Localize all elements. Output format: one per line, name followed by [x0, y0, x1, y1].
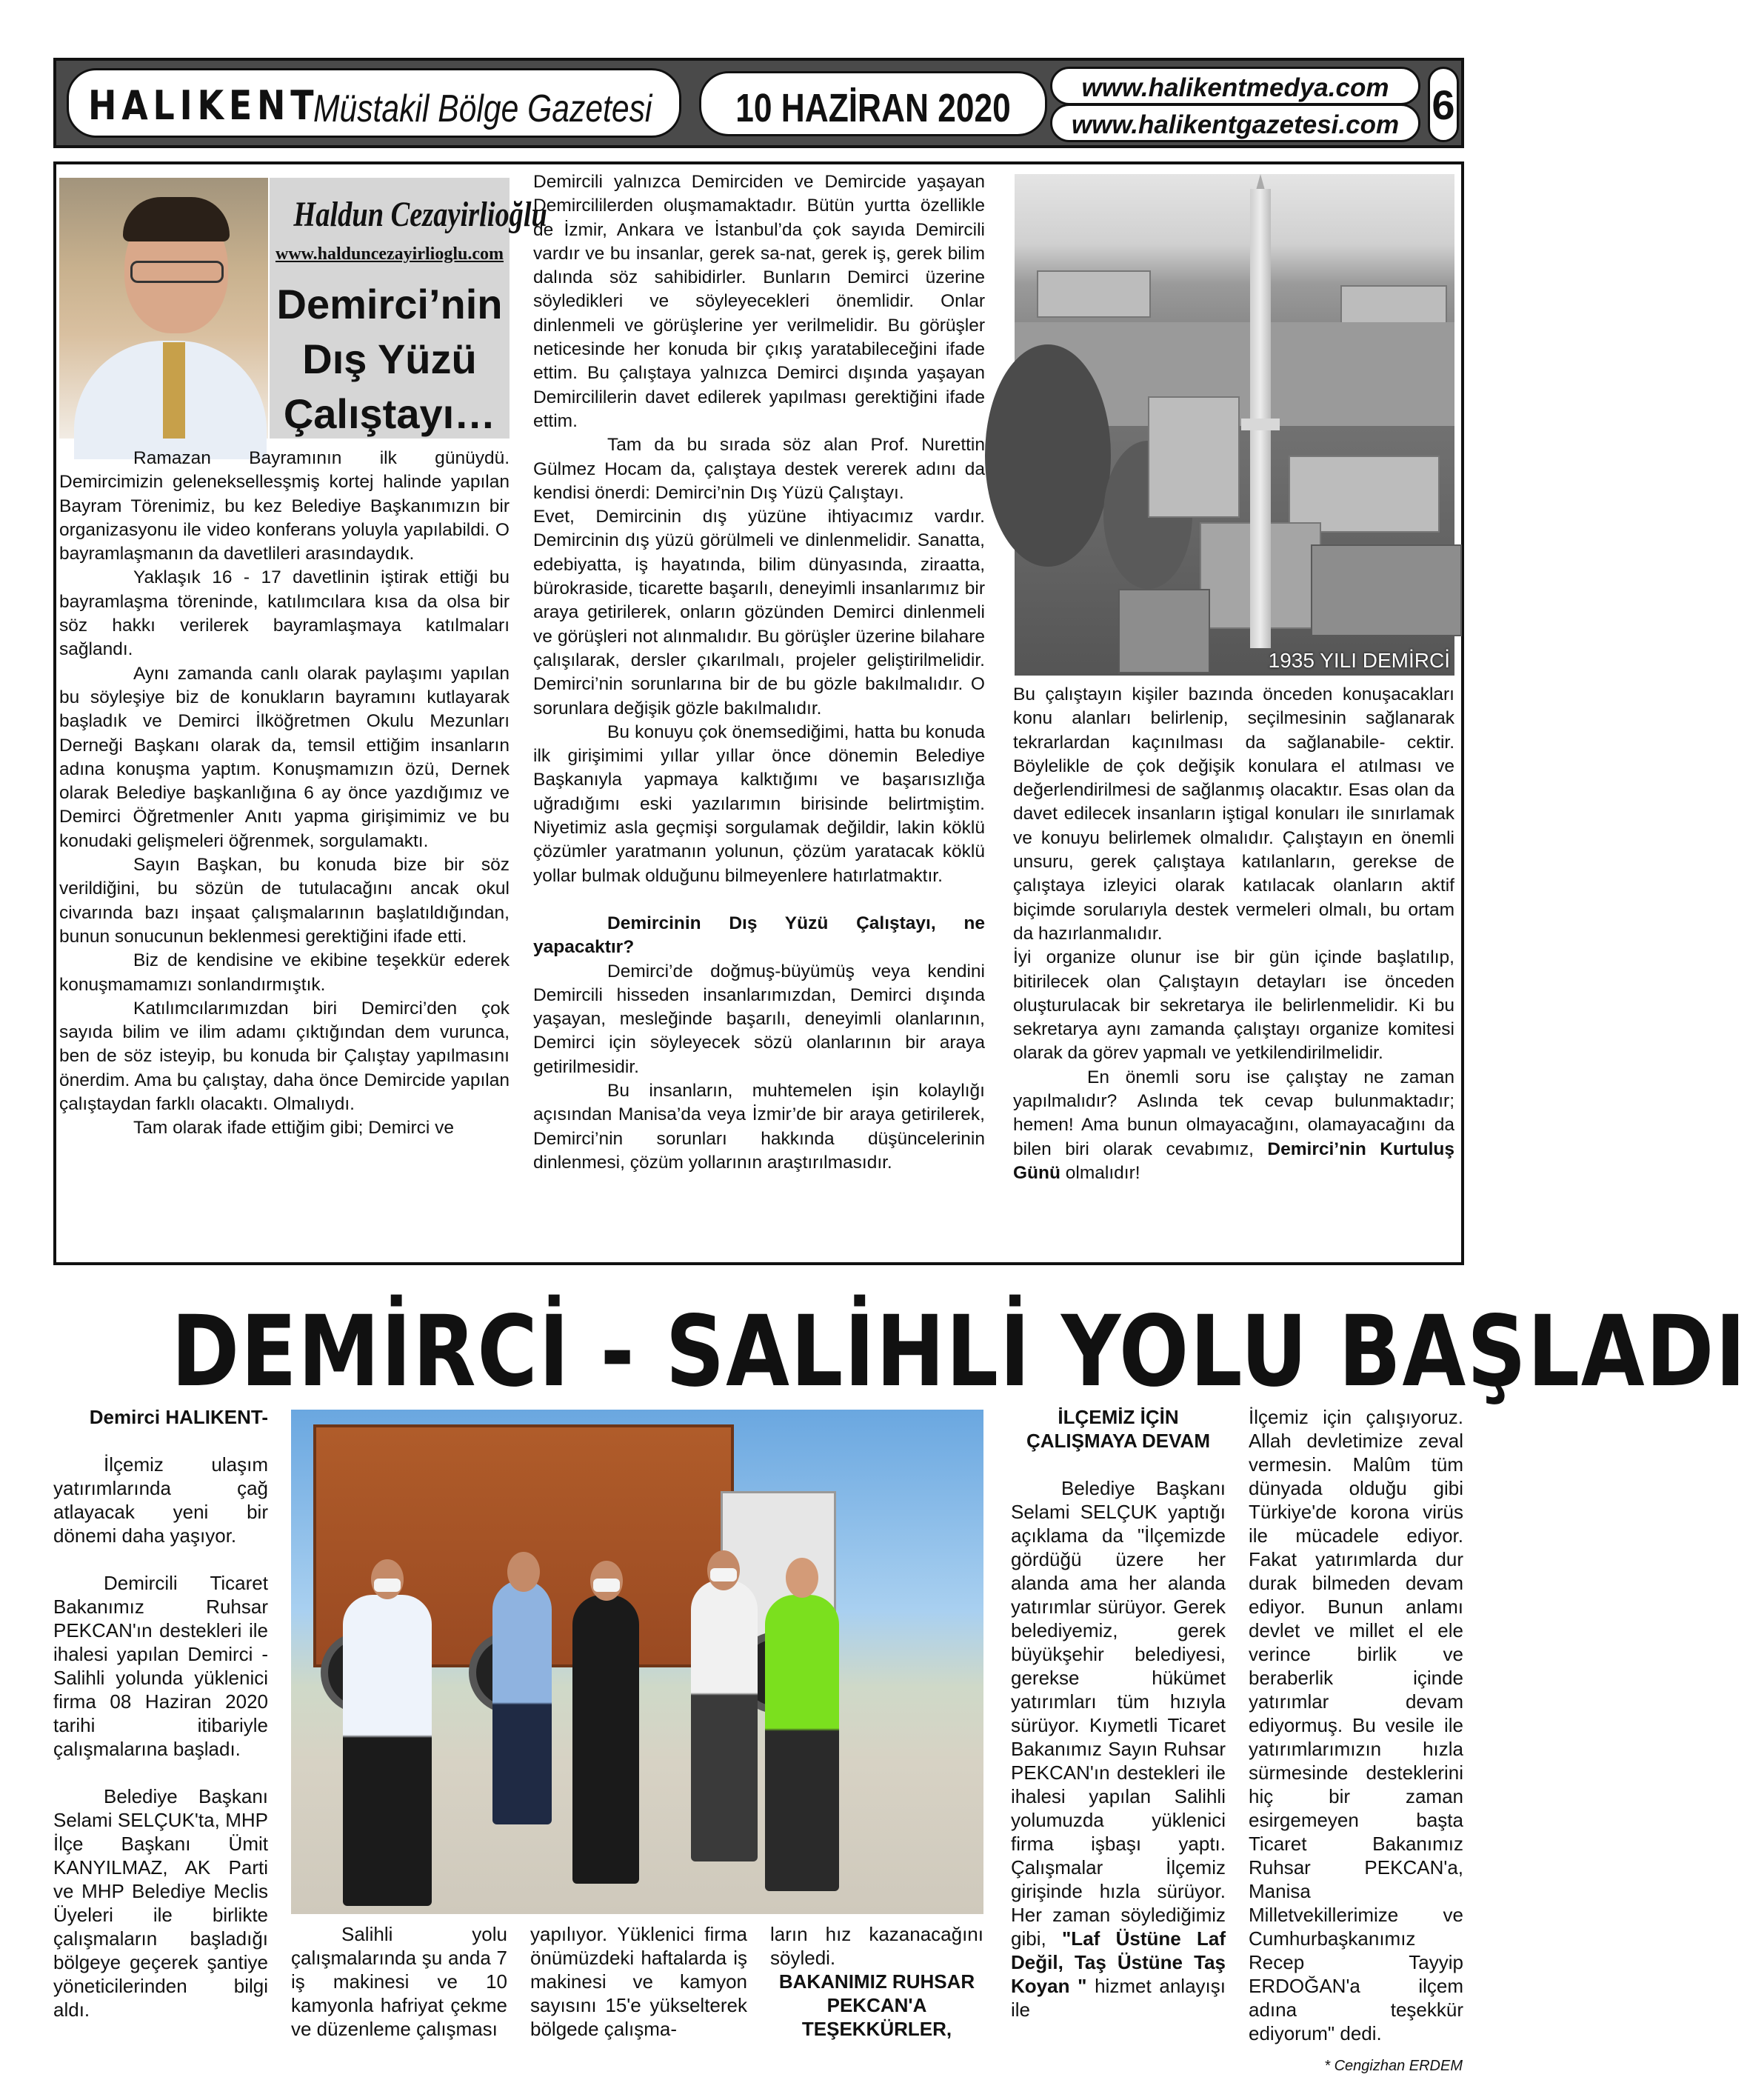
paragraph: Evet, Demircinin dış yüzüne ihtiyacımız vardır. Demircinin dış yüzü görülmeli ve dinlenmelidir. Sanatta, edebiyatta, iş hayatında, bilim dünyasında, ziraatta, bürokraside, ticarette başarılı, deneyimli insanlarımız bir araya getirilerek, onların gözünden Demirci dinlenmeli ve görüşleri not alınmalıdır. Bu görüşler üzerine bilahare çalışılarak, dersler çıkarılmalı, projeler geliştirilmelidir. Demirci’nin sorunlarına bir de bu gözle bakılmalıdır. O sorunlara değişik gözle bakılmalıdır. — [533, 507, 985, 719]
page-number-pill — [1428, 67, 1459, 142]
article1-column-3 — [1013, 683, 1454, 1185]
quote-text: Belediye Başkanı Selami SELÇUK yaptığı açıklama da "İlçemizde gördüğü üzere her alanda ama her alanda yatırımlar sürüyor. Gerek belediyemiz, gerek büyükşehir belediyesi, gerekse hükümet yatırımları tüm hızıyla sürüyor. Kıymetli Ticaret Bakanımız Sayın Ruhsar PEKCAN'ın destekleri ile ihalesi yapılan Salihli yolumuzda yüklenici firma işbaşı yaptı. Çalışmalar İlçemiz girişinde hızla sürüyor. Her zaman söylediğimiz gibi, — [1011, 1477, 1226, 1950]
photo-caption: 1935 YILI DEMİRCİ — [1268, 649, 1450, 672]
paragraph: Salihli yolu çalışmalarında şu anda 7 iş makinesi ve 10 kamyonla hafriyat çekme ve düzenleme çalışması — [291, 1923, 507, 2040]
emphasis-text: Demirci’nin Kurtuluş Günü — [1013, 1139, 1454, 1183]
paragraph: Katılımcılarımızdan biri Demirci’den çok sayıda bilim ve ilim adamı çıktığından dem vurunca, ben de söz isteyip, bu konuda bir Çalıştay yapılmasını önerdim. Ama bu çalıştay, daha önce Demircide yapılan çalıştaydan farklı olacaktı. Olmalıydı. — [59, 998, 510, 1115]
paragraph: Belediye Başkanı Selami SELÇUK'ta, MHP İlçe Başkanı Ümit KANYILMAZ, AK Parti ve MHP Belediye Meclis Üyeleri ile birlikte çalışmaların başladığı bölgeye geçerek şantiye yöneticilerinden bilgi aldı. — [53, 1785, 268, 2021]
paragraph: yapılıyor. Yüklenici firma önümüzdeki haftalarda iş makinesi ve kamyon sayısını 15'e yükselterek bölgede çalışma- — [530, 1923, 747, 2040]
article2-column-6 — [1249, 1405, 1463, 2045]
paragraph: Tam da bu sırada söz alan Prof. Nurettin Gülmez Hocam da, çalıştaya destek vererek adını da kendisi önerdi: Demirci’nin Dış Yüzü Çalıştayı. — [533, 435, 985, 503]
paragraph: Bu konuyu çok önemsediğimi, hatta bu konuda ilk girişimimi yıllar yıllar önce dönemin Belediye Başkanıyla yapmaya kalktığımı ve başarısızlığa uğradığımı eski yazılarımın birisinde belirtmiştim. Niyetimiz asla geçmişi sorgulamak değildir, lakin köklü çözümler yaratmanın yolunun, çözüm yaratacak köklü yollar bulmak olduğunu bilmeyenlere hatırlatmaktır. — [533, 721, 985, 886]
byline-box — [270, 178, 547, 439]
paragraph: Demircili yalnızca Demirciden ve Demircide yaşayan Demircililerden oluşmamaktadır. Bütün yurtta özellikle de İzmir, Ankara ve İstanbul’da çok sayıda Demircili vardır ve bu insanlar, gerek sa-nat, gerek iş, gerek bilim dalında söz sahibidirler. Bunların Demirci üzerine söyledikleri ve söyleyecekleri önemlidir. Onlar dinlenmeli ve görüşlerine yer verilmelidir. Bu görüşler neticesinde her konuda bir çıkış yaratabileceğini ifade ettim. Bu çalıştaya yalnızca Demirci dışında yaşayan Demircililerin davet edilerek yapılması gerektiğini ifade ettim. — [533, 172, 985, 431]
quote-tail: hizmet anlayışı ile — [1011, 1975, 1226, 2021]
historic-town-photo — [1015, 174, 1454, 676]
paragraph: Demirci’de doğmuş-büyümüş veya kendini Demircili hisseden insanlarımızdan, Demirci dışında yaşayan, mesleğinde başarılı, deneyimli olanlarının, Demirci için söyleyecek sözü olanlarının bir araya getirilmesidir. — [533, 961, 985, 1077]
article1-column-2 — [533, 170, 985, 1175]
paragraph: Tam olarak ifade ettiğim gibi; Demirci ve — [133, 1118, 454, 1139]
website-link-1[interactable]: www.halikentmedya.com — [1081, 73, 1389, 102]
website-pill-2 — [1050, 104, 1420, 142]
paragraph: Bu çalıştayın kişiler bazında önceden konuşacakları konu alanları belirlenip, seçilmesinin sağlanarak tekrarlardan kaçınılması da sağlanabile- cektir. Böylelikle de çok değişik konulara el atılması ve değerlendirilmesi de sağlanmış olacaktır. Esas olan da davet edilecek insanların iştigal konuları ile sınırlamak ve konuyu belirlemek olmalıdır. Çalıştayın en önemli unsuru, gerek çalıştaya katılanların, gerekse de çalıştaya izleyici olarak katılacak olanların aktif biçimde sorularıyla destek vermeleri olmalı, bu ortam da hazırlanmalıdır. — [1013, 684, 1454, 944]
article2-column-1 — [53, 1405, 268, 2021]
paragraph: İlçemiz ulaşım yatırımlarında çağ atlayacak yeni bir dönemi daha yaşıyor. — [53, 1453, 268, 1547]
column-headline: Demirci’nin Dış Yüzü Çalıştayı… — [276, 281, 503, 437]
date-pill — [699, 71, 1047, 136]
article2-column-3 — [530, 1922, 747, 2041]
reporter-signature: * Cengizhan ERDEM — [1324, 2058, 1463, 2074]
paragraph: İlçemiz için çalışıyoruz. Allah devletimize zeval vermesin. Malûm tüm dünyada olduğu gibi Türkiye'de korona virüs ile mücadele ediyor. Fakat yatırımlarda dur durak bilmeden devam ediyor. Bunun anlamı devlet ve millet el ele verince birlik ve beraberlik içinde yatırımlar devam ediyormuş. Bu vesile ile yatırımlarımızın hızla sürmesinde desteklerini hiç bir zaman esirgemeyen başta Ticaret Bakanımız Ruhsar PEKCAN'a, Manisa Milletvekillerimize ve Cumhurbaşkanımız Recep Tayyip ERDOĞAN'a ilçem adına teşekkür ediyorum" dedi. — [1249, 1406, 1463, 2044]
road-works-photo — [291, 1410, 983, 1914]
paragraph: Aynı zamanda canlı olarak paylaşımı yapılan bu söyleşiye biz de konukların bayramını kutlayarak başladık ve Demirci İlköğretmen Okulu Mezunları Derneği Başkanı olarak da, temsil ettiğim insanların adına konuşma yaptım. Konuşmamızın özü, Dernek olarak Belediye başkanlığına 6 ay önce yazdığımız ve Demirci Öğretmenler Anıtı yapma girişimimiz ve bu konudaki gelişmeleri öğrenmek, sorgulamaktı. — [59, 663, 510, 851]
author-website[interactable]: www.halduncezayirlioglu.com — [275, 244, 504, 264]
author-name: Haldun Cezayirlioğlu — [293, 195, 547, 234]
paragraph: Demircili Ticaret Bakanımız Ruhsar PEKCAN'ın destekleri ile ihalesi yapılan Demirci - Salihli yolunda yüklenici firma 08 Haziran 2020 tarihi itibariyle çalışmalarına başladı. — [53, 1572, 268, 1760]
subheading: BAKANIMIZ RUHSAR PEKCAN'A TEŞEKKÜRLER, — [778, 1970, 975, 2040]
page-number: 6 — [1432, 81, 1455, 128]
slogan-text: "Laf Üstüne Laf Değil, Taş Üstüne Taş Koyan " — [1011, 1927, 1226, 1997]
article1-column-1 — [59, 447, 510, 1141]
news-headline: DEMİRCİ - SALİHLİ YOLU BAŞLADI — [171, 1295, 1747, 1409]
closing-tail: olmalıdır! — [1065, 1162, 1140, 1183]
article2-column-5 — [1011, 1405, 1226, 2021]
dateline: Demirci HALIKENT- — [89, 1406, 268, 1428]
article2-column-4 — [770, 1922, 983, 2041]
paragraph: Yaklaşık 16 - 17 davetlinin iştirak ettiği bu bayramlaşma töreninde, katılımcılara kısa da olsa bir söz hakkı verilerek bayramlaşmaya katılmaları sağlandı. — [59, 567, 510, 660]
paragraph: İyi organize olunur ise bir gün içinde başlatılıp, bitirilecek olan Çalıştayın detayları ise önceden oluşturulacak bir sekretarya ile belirlenmelidir. Ki bu sekretarya aynı zamanda çalıştayı organize komitesi olarak da görev yapmalı ve yetkilendirilmelidir. — [1013, 947, 1454, 1064]
paragraph: Sayın Başkan, bu konuda bize bir söz verildiğini, bu sözün de tutulacağını ancak okul civarında bazı inşaat çalışmalarının başlatıldığından, bunun sonucunun beklenmesi gerektiğini ifade etti. — [59, 855, 510, 947]
paragraph-quote — [1011, 1476, 1226, 2021]
article2-column-2 — [291, 1922, 507, 2041]
paragraph: Ramazan Bayramının ilk günüydü. Demircimizin geleneksellesşmiş kortej halinde yapılan Bayram Törenimiz, bu kez Belediye Başkanımızın bir organizasyonu ile video konferans yoluyla yapılabildi. O bayramlaşmanın da davetlileri arasındaydık. — [59, 448, 510, 564]
subheading: Demircinin Dış Yüzü Çalıştayı, ne yapacaktır? — [533, 913, 985, 958]
closing-text: En önemli soru ise çalıştay ne zaman yapılmalıdır? Aslında tek cevap bulunmaktadır; hemen! Ama bunun olmayacağını, olamayacağını da bilen biri olarak cevabımız, — [1013, 1067, 1454, 1159]
paragraph: Bu insanların, muhtemelen işin kolaylığı açısından Manisa’da veya İzmir’de bir araya getirilerek, Demirci’nin sorunları hakkında düşüncelerinin dinlenmesi, çözüm yollarının araştırılmasıdır. — [533, 1080, 985, 1173]
website-link-2[interactable]: www.halikentgazetesi.com — [1071, 110, 1400, 139]
website-pill-1 — [1050, 67, 1420, 105]
author-portrait — [59, 178, 268, 439]
newspaper-name: HALIKENT — [88, 82, 319, 129]
paragraph: ların hız kazanacağını söyledi. — [770, 1923, 983, 1969]
issue-date: 10 HAZİRAN 2020 — [735, 86, 1011, 130]
brand-pill — [67, 68, 681, 138]
newspaper-subtitle: Müstakil Bölge Gazetesi — [313, 87, 652, 130]
masthead — [53, 58, 1464, 148]
subheading: İLÇEMİZ İÇİN ÇALIŞMAYA DEVAM — [1026, 1406, 1210, 1452]
paragraph: Biz de kendisine ve ekibine teşekkür ederek konuşmamamızı sonlandırmıştık. — [59, 950, 510, 995]
paragraph-closing — [1013, 1066, 1454, 1185]
